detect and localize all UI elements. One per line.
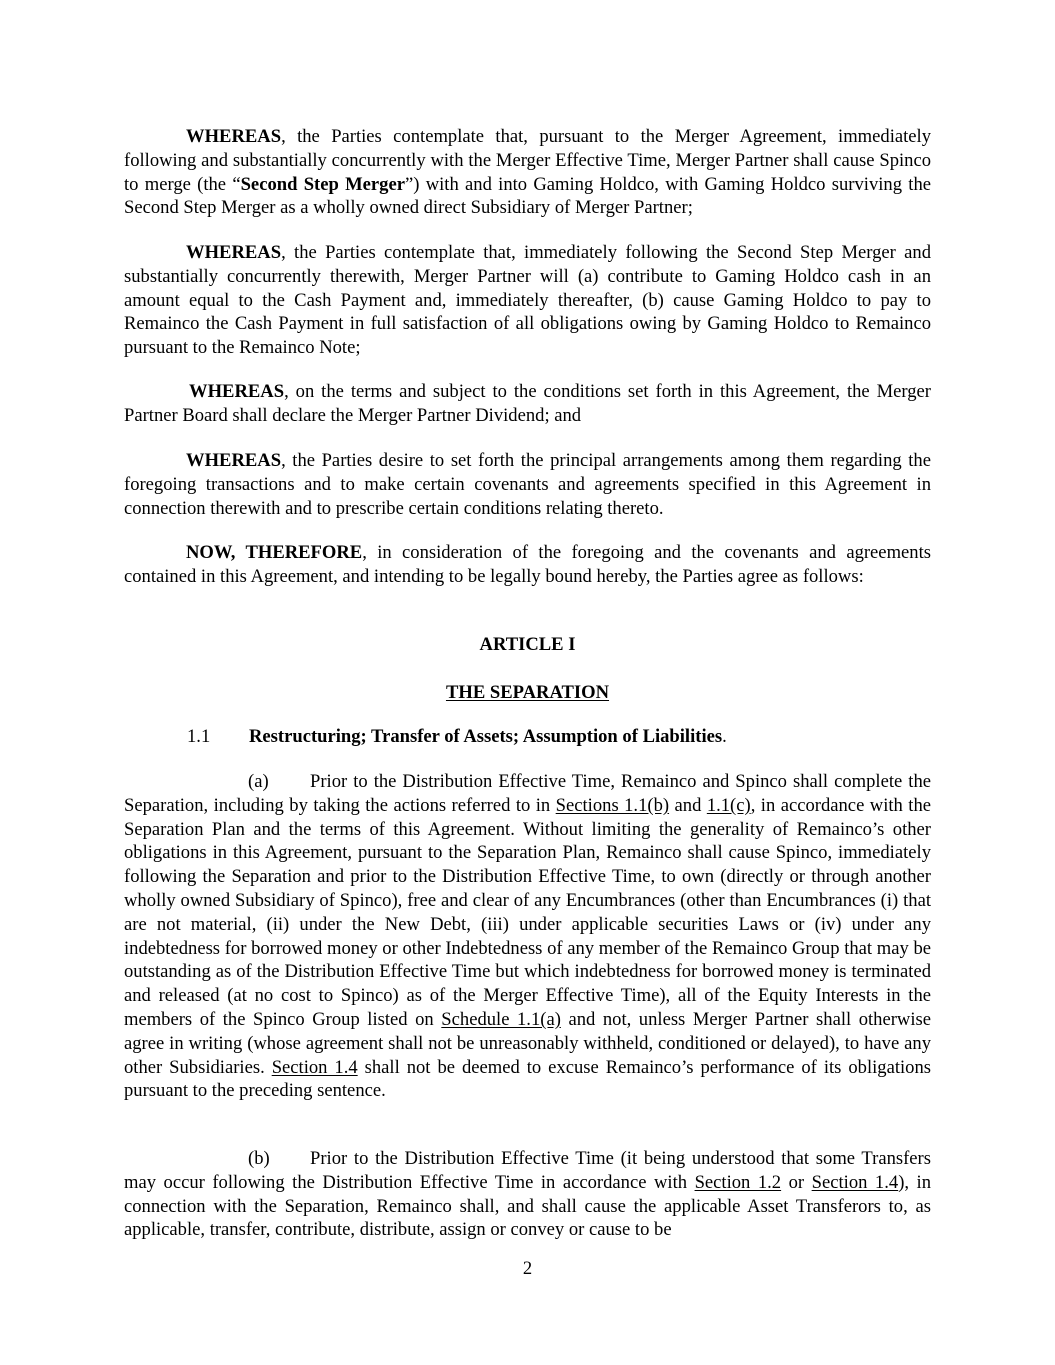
defined-term: Second Step Merger xyxy=(240,173,405,195)
clause-a-paragraph: (a) Prior to the Distribution Effective Time, Remainco and Spinco shall complete the Separation, including by taking the actions referred to in Sections 1.1(b) and 1.1(c), in accordance with the Separation Plan and the terms of this Agreement. Without limiting the generality of Remainco’s other obligations in this Agreement, pursuant to the Separation Plan, Remainco shall cause Spinco, immediately following the Separation and prior to the Distribution Effective Time, to own (directly or through another wholly owned Subsidiary of Spinco), free and clear of any Encumbrances (other than Encumbrances (i) that are not material, (ii) under the New Debt, (iii) under applicable securities Laws or (iv) under any indebtedness for borrowed money or other Indebtedness of any member of the Remainco Group that may be outstanding as of the Distribution Effective Time but which indebtedness for borrowed money is terminated and released (at no cost to Spinco) as of the Merger Effective Time), all of the Equity Interests in the members of the Spinco Group listed on Schedule 1.1(a) and not, unless Merger Partner shall otherwise agree in writing (whose agreement shall not be unreasonably withheld, conditioned or delayed), to have any other Subsidiaries. Section 1.4 shall not be deemed to excuse Remainco’s performance of its obligations pursuant to the preceding sentence. xyxy=(124,771,932,1102)
clause-label: (a) xyxy=(248,771,269,792)
section-number: 1.1 xyxy=(187,726,211,747)
article-title: THE SEPARATION xyxy=(445,682,610,703)
resolution-lead: NOW, THEREFORE xyxy=(186,542,363,563)
recital-lead: WHEREAS xyxy=(189,381,285,402)
section-title: Restructuring; Transfer of Assets; Assumption of Liabilities xyxy=(249,726,723,747)
recital-paragraph: WHEREAS, on the terms and subject to the conditions set forth in this Agreement, the Merger Partner Board shall declare the Merger Partner Dividend; and xyxy=(124,381,931,426)
recital-paragraph: WHEREAS, the Parties contemplate that, pursuant to the Merger Agreement, immediately following and substantially concurrently with the Merger Effective Time, Merger Partner shall cause Spinco to merge (the “Second Step Merger”) with and into Gaming Holdco, with Gaming Holdco surviving the Second Step Merger as a wholly owned direct Subsidiary of Merger Partner; xyxy=(124,126,931,219)
recital-lead: WHEREAS xyxy=(186,450,282,471)
recital-lead: WHEREAS xyxy=(186,126,282,147)
clause-b-paragraph: (b) Prior to the Distribution Effective Time (it being understood that some Transfers may occur following the Distribution Effective Time in accordance with Section 1.2 or Section 1.4), in connection with the Separation, Remainco shall, and shall cause the applicable Asset Transferors to, as applicable, transfer, contribute, distribute, assign or convey or cause to be xyxy=(124,1148,932,1241)
cross-reference: Sections 1.1(b) xyxy=(555,794,670,816)
cross-reference: 1.1(c) xyxy=(706,794,751,816)
clause-label: (b) xyxy=(248,1148,270,1169)
recital-paragraph: WHEREAS, the Parties contemplate that, immediately following the Second Step Merger and substantially concurrently therewith, Merger Partner will (a) contribute to Gaming Holdco cash in an amount equal to the Cash Payment and, immediately thereafter, (b) cause Gaming Holdco to pay to Remainco the Cash Payment in full satisfaction of all obligations owing by Gaming Holdco to Remainco pursuant to the Remainco Note; xyxy=(124,242,931,359)
resolution-paragraph: NOW, THEREFORE, in consideration of the foregoing and the covenants and agreements contained in this Agreement, and intending to be legally bound hereby, the Parties agree as follows: xyxy=(124,542,931,587)
section-heading: 1.1 Restructuring; Transfer of Assets; Assumption of Liabilities. xyxy=(187,726,727,747)
cross-reference: Section 1.4 xyxy=(811,1171,899,1193)
cross-reference: Schedule 1.1(a) xyxy=(441,1008,561,1030)
cross-reference: Section 1.2 xyxy=(694,1171,782,1193)
page-number: 2 xyxy=(522,1258,533,1279)
cross-reference: Section 1.4 xyxy=(271,1056,358,1078)
recital-lead: WHEREAS xyxy=(186,242,282,263)
recital-paragraph: WHEREAS, the Parties desire to set forth the principal arrangements among them regarding the foregoing transactions and to make certain covenants and agreements specified in this Agreement in connection therewith and to prescribe certain conditions relating thereto. xyxy=(124,450,931,519)
article-number: ARTICLE I xyxy=(479,634,576,655)
